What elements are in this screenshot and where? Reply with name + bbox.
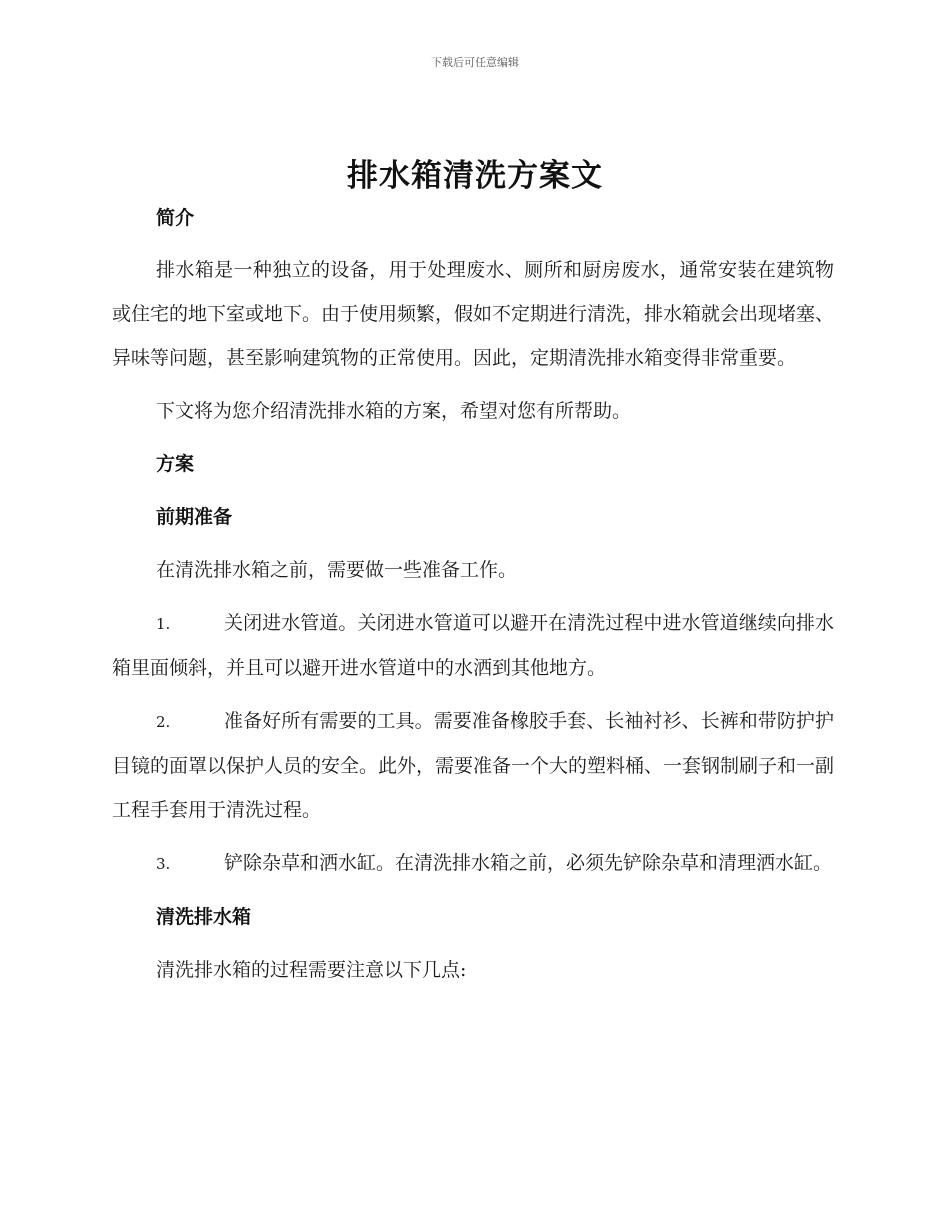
header-note: 下载后可任意编辑: [431, 56, 519, 69]
list-item-number: 3.: [156, 855, 171, 873]
section-heading-plan: 方案: [156, 453, 195, 475]
list-item-text: 铲除杂草和洒水缸。在清洗排水箱之前，必须先铲除杂草和清理洒水缸。: [224, 852, 833, 874]
document-title: 排水箱清洗方案文: [347, 158, 603, 194]
section-heading-clean: 清洗排水箱: [156, 906, 252, 928]
section-heading-intro: 简介: [156, 207, 195, 229]
list-item-text: 准备好所有需要的工具。需要准备橡胶手套、长袖衬衫、长裤和带防护护目镜的面罩以保护人员的安全。此外，需要准备一个大的塑料桶、一套钢制刷子和一副工程手套用于清洗过程。: [112, 710, 835, 821]
document-body: [112, 202, 834, 992]
list-item: [112, 601, 834, 690]
section-heading-prep: 前期准备: [156, 506, 233, 528]
paragraph-prep-intro: 在清洗排水箱之前，需要做一些准备工作。: [156, 559, 518, 581]
paragraph-clean-intro: 清洗排水箱的过程需要注意以下几点:: [156, 959, 467, 981]
paragraph-intro-1: 排水箱是一种独立的设备，用于处理废水、厕所和厨房废水，通常安装在建筑物或住宅的地下室或地下。由于使用频繁，假如不定期进行清洗，排水箱就会出现堵塞、异味等问题，甚至影响建筑物的正常使用。因此，定期清洗排水箱变得非常重要。: [112, 259, 835, 369]
paragraph-intro-2: 下文将为您介绍清洗排水箱的方案，希望对您有所帮助。: [156, 400, 632, 422]
list-item-number: 2.: [156, 713, 171, 731]
list-item-number: 1.: [156, 615, 171, 633]
list-item-text: 关闭进水管道。关闭进水管道可以避开在清洗过程中进水管道继续向排水箱里面倾斜，并且可以避开进水管道中的水洒到其他地方。: [112, 612, 834, 679]
list-item: [112, 841, 834, 886]
list-item: [112, 699, 834, 832]
